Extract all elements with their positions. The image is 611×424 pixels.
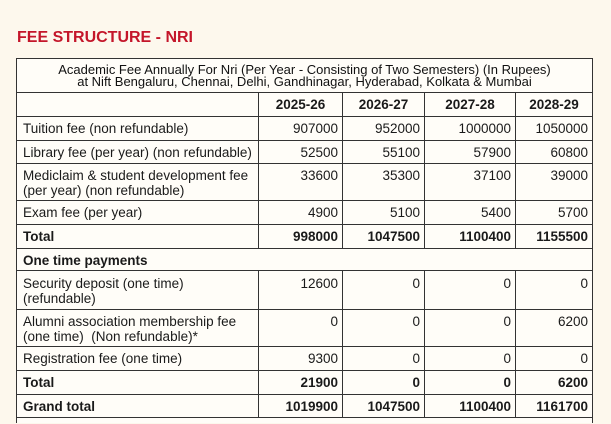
tuition-fee-2027-28: 1000000: [425, 117, 516, 141]
table-caption: [17, 59, 593, 93]
library-fee-2025-26: 52500: [259, 141, 343, 164]
table-row-grand-total: [17, 395, 593, 418]
alumni-membership-fee-2026-27: 0: [343, 310, 425, 347]
table-row-exam-fee: [17, 201, 593, 225]
security-deposit-2025-26: 12600: [259, 271, 343, 310]
table-row-registration-fee: [17, 347, 593, 371]
annual-total-label: Total: [17, 225, 259, 249]
one-time-total-2026-27: 0: [343, 371, 425, 395]
security-deposit-label: [17, 271, 259, 310]
security-deposit-label-line-1: Security deposit (one time): [23, 276, 184, 291]
registration-fee-label: [17, 347, 259, 371]
security-deposit-2027-28: 0: [425, 271, 516, 310]
alumni-membership-fee-label: [17, 310, 259, 347]
registration-fee-2028-29: 0: [516, 347, 593, 371]
table-row-mediclaim-fee: [17, 164, 593, 201]
grand-total-2026-27: 1047500: [343, 395, 425, 418]
alumni-membership-fee-2027-28: 0: [425, 310, 516, 347]
registration-fee-2025-26: 9300: [259, 347, 343, 371]
tuition-fee-2026-27: 952000: [343, 117, 425, 141]
caption-line-1: Academic Fee Annually For Nri (Per Year - Consisting of Two Semesters) (In Rupees): [58, 61, 551, 77]
grand-total-2027-28: 1100400: [425, 395, 516, 418]
security-deposit-2028-29: 0: [516, 271, 593, 310]
tuition-fee-2025-26: 907000: [259, 117, 343, 141]
library-fee-2026-27: 55100: [343, 141, 425, 164]
one-time-payments-heading: One time payments: [17, 249, 593, 271]
fee-table: [16, 58, 593, 423]
one-time-total-2028-29: 6200: [516, 371, 593, 395]
mediclaim-fee-2028-29: 39000: [516, 164, 593, 201]
one-time-total-2025-26: 21900: [259, 371, 343, 395]
library-fee-2027-28: 57900: [425, 141, 516, 164]
grand-total-2028-29: 1161700: [516, 395, 593, 418]
year-2028-29-header: 2028-29: [516, 93, 593, 117]
exam-fee-label: [17, 201, 259, 225]
page-title: FEE STRUCTURE - NRI: [17, 29, 193, 46]
library-fee-label-text: Library fee (per year) (non refundable): [23, 145, 252, 160]
one-time-total-2027-28: 0: [425, 371, 516, 395]
annual-total-2027-28: 1100400: [425, 225, 516, 249]
library-fee-label: [17, 141, 259, 164]
alumni-membership-fee-2025-26: 0: [259, 310, 343, 347]
mediclaim-fee-label-line-2: (per year) (non refundable): [23, 183, 185, 198]
tuition-fee-label-text: Tuition fee (non refundable): [23, 121, 189, 136]
exam-fee-2026-27: 5100: [343, 201, 425, 225]
notes-cell: [17, 418, 593, 423]
annual-total-2028-29: 1155500: [516, 225, 593, 249]
security-deposit-label-line-2: (refundable): [23, 291, 96, 306]
table-row-alumni-membership-fee: [17, 310, 593, 347]
year-header-spacer: [17, 93, 259, 117]
mediclaim-fee-label-line-1: Mediclaim & student development fee: [23, 168, 249, 183]
mediclaim-fee-2027-28: 37100: [425, 164, 516, 201]
alumni-membership-fee-label-line-1: Alumni association membership fee: [23, 314, 237, 329]
year-2027-28-header: 2027-28: [425, 93, 516, 117]
table-row-annual-total: [17, 225, 593, 249]
annual-total-2025-26: 998000: [259, 225, 343, 249]
mediclaim-fee-2026-27: 35300: [343, 164, 425, 201]
table-row-library-fee: [17, 141, 593, 164]
registration-fee-2026-27: 0: [343, 347, 425, 371]
notes-row: [17, 418, 593, 423]
tuition-fee-2028-29: 1050000: [516, 117, 593, 141]
exam-fee-2027-28: 5400: [425, 201, 516, 225]
one-time-payments-heading-row: [17, 249, 593, 271]
alumni-membership-fee-2028-29: 6200: [516, 310, 593, 347]
one-time-total-label: Total: [17, 371, 259, 395]
security-deposit-2026-27: 0: [343, 271, 425, 310]
exam-fee-label-text: Exam fee (per year): [23, 205, 143, 220]
exam-fee-2025-26: 4900: [259, 201, 343, 225]
table-row-security-deposit: [17, 271, 593, 310]
mediclaim-fee-label: [17, 164, 259, 201]
table-row-tuition-fee: [17, 117, 593, 141]
caption-line-2: at Nift Bengaluru, Chennai, Delhi, Gandhinagar, Hyderabad, Kolkata & Mumbai: [77, 73, 532, 89]
year-2026-27-header: 2026-27: [343, 93, 425, 117]
tuition-fee-label: [17, 117, 259, 141]
mediclaim-fee-2025-26: 33600: [259, 164, 343, 201]
year-2025-26-header: 2025-26: [259, 93, 343, 117]
year-header-row: [17, 93, 593, 117]
library-fee-2028-29: 60800: [516, 141, 593, 164]
table-row-one-time-total: [17, 371, 593, 395]
alumni-membership-fee-label-line-2: (one time) (Non refundable)*: [23, 329, 198, 344]
grand-total-2025-26: 1019900: [259, 395, 343, 418]
registration-fee-label-text: Registration fee (one time): [23, 351, 183, 366]
grand-total-label: Grand total: [17, 395, 259, 418]
registration-fee-2027-28: 0: [425, 347, 516, 371]
annual-total-2026-27: 1047500: [343, 225, 425, 249]
table-caption-row: [17, 59, 593, 93]
exam-fee-2028-29: 5700: [516, 201, 593, 225]
